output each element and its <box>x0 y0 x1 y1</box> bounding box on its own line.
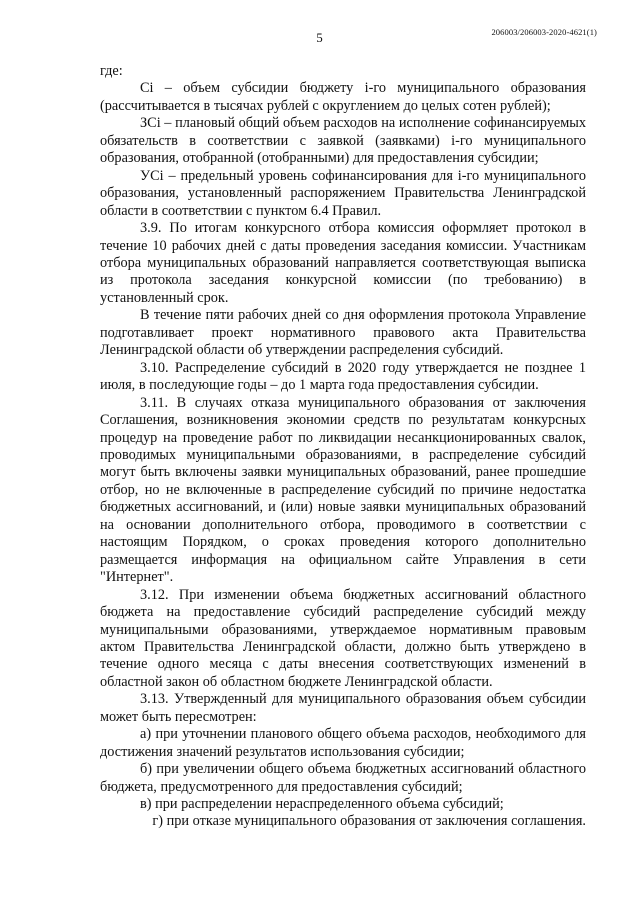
paragraph-where: где: <box>100 63 123 79</box>
paragraph-3-11: 3.11. В случаях отказа муниципального образования от заключения Соглашения, возникновения экономии средств по результатам конкурсных процедур на проведение работ по ликвидации несанкционированных свалок, проводимых муниципальными образованиями, в распределение субсидий могут быть включены заявки муниципальных образований, ранее прошедшие отбор, но не включенные в распределение субсидий по причине недостатка бюджетных ассигнований, и (или) новые заявки муниципальных образований на основании дополнительного отбора, проводимого в соответствии с настоящим Порядком, о сроках проведения которого дополнительно размещается информация на официальном сайте Управления в сети "Интернет". <box>100 394 586 586</box>
list-item-a: а) при уточнении планового общего объема расходов, необходимого для достижения значений результатов использования субсидии; <box>100 726 586 760</box>
paragraph-3-12: 3.12. При изменении объема бюджетных ассигнований областного бюджета на предоставление субсидий распределение субсидий между муниципальными образованиями, утверждаемое нормативным правовым актом Правительства Ленинградской области, должно быть утверждено в течение одного месяца с даты внесения соответствующих изменений в областной закон об областном бюджете Ленинградской области. <box>100 586 586 690</box>
list-item-g: г) при отказе муниципального образования от заключения соглашения. <box>152 813 586 830</box>
page-number: 5 <box>316 30 323 45</box>
document-id: 206003/206003-2020-4621(1) <box>491 27 597 37</box>
document-body <box>100 63 586 831</box>
paragraph-usi-definition: УСi – предельный уровень софинансирования для i-го муниципального образования, установленный распоряжением Правительства Ленинградской области в соответствии с пунктом 6.4 Правил. <box>100 167 586 219</box>
paragraph-3-9-continued: В течение пяти рабочих дней со дня оформления протокола Управление подготавливает проект нормативного правового акта Правительства Ленинградской области об утверждении распределения субсидий. <box>100 307 586 359</box>
list-item-v: в) при распределении нераспределенного объема субсидий; <box>140 796 504 813</box>
paragraph-3-10: 3.10. Распределение субсидий в 2020 году утверждается не позднее 1 июля, в последующие годы – до 1 марта года предоставления субсидии. <box>100 359 586 394</box>
list-item-b: б) при увеличении общего объема бюджетных ассигнований областного бюджета, предусмотренного для предоставления субсидий; <box>100 761 586 795</box>
paragraph-ci-definition: Сi – объем субсидии бюджету i-го муниципального образования (рассчитывается в тысячах рублей с округлением до целых сотен рублей); <box>100 80 586 114</box>
paragraph-3-13: 3.13. Утвержденный для муниципального образования объем субсидии может быть пересмотрен: <box>100 691 586 725</box>
paragraph-3-9: 3.9. По итогам конкурсного отбора комиссия оформляет протокол в течение 10 рабочих дней с даты проведения заседания комиссии. Участникам отбора муниципальных образований направляется соответствующая выписка из протокола заседания конкурсной комиссии (по требованию) в установленный срок. <box>100 220 586 306</box>
paragraph-zsi-definition: ЗСi – плановый общий объем расходов на исполнение софинансируемых обязательств в соответствии с заявкой (заявками) i-го муниципального образования, отобранной (отобранными) для предоставления субсидии; <box>100 115 586 167</box>
